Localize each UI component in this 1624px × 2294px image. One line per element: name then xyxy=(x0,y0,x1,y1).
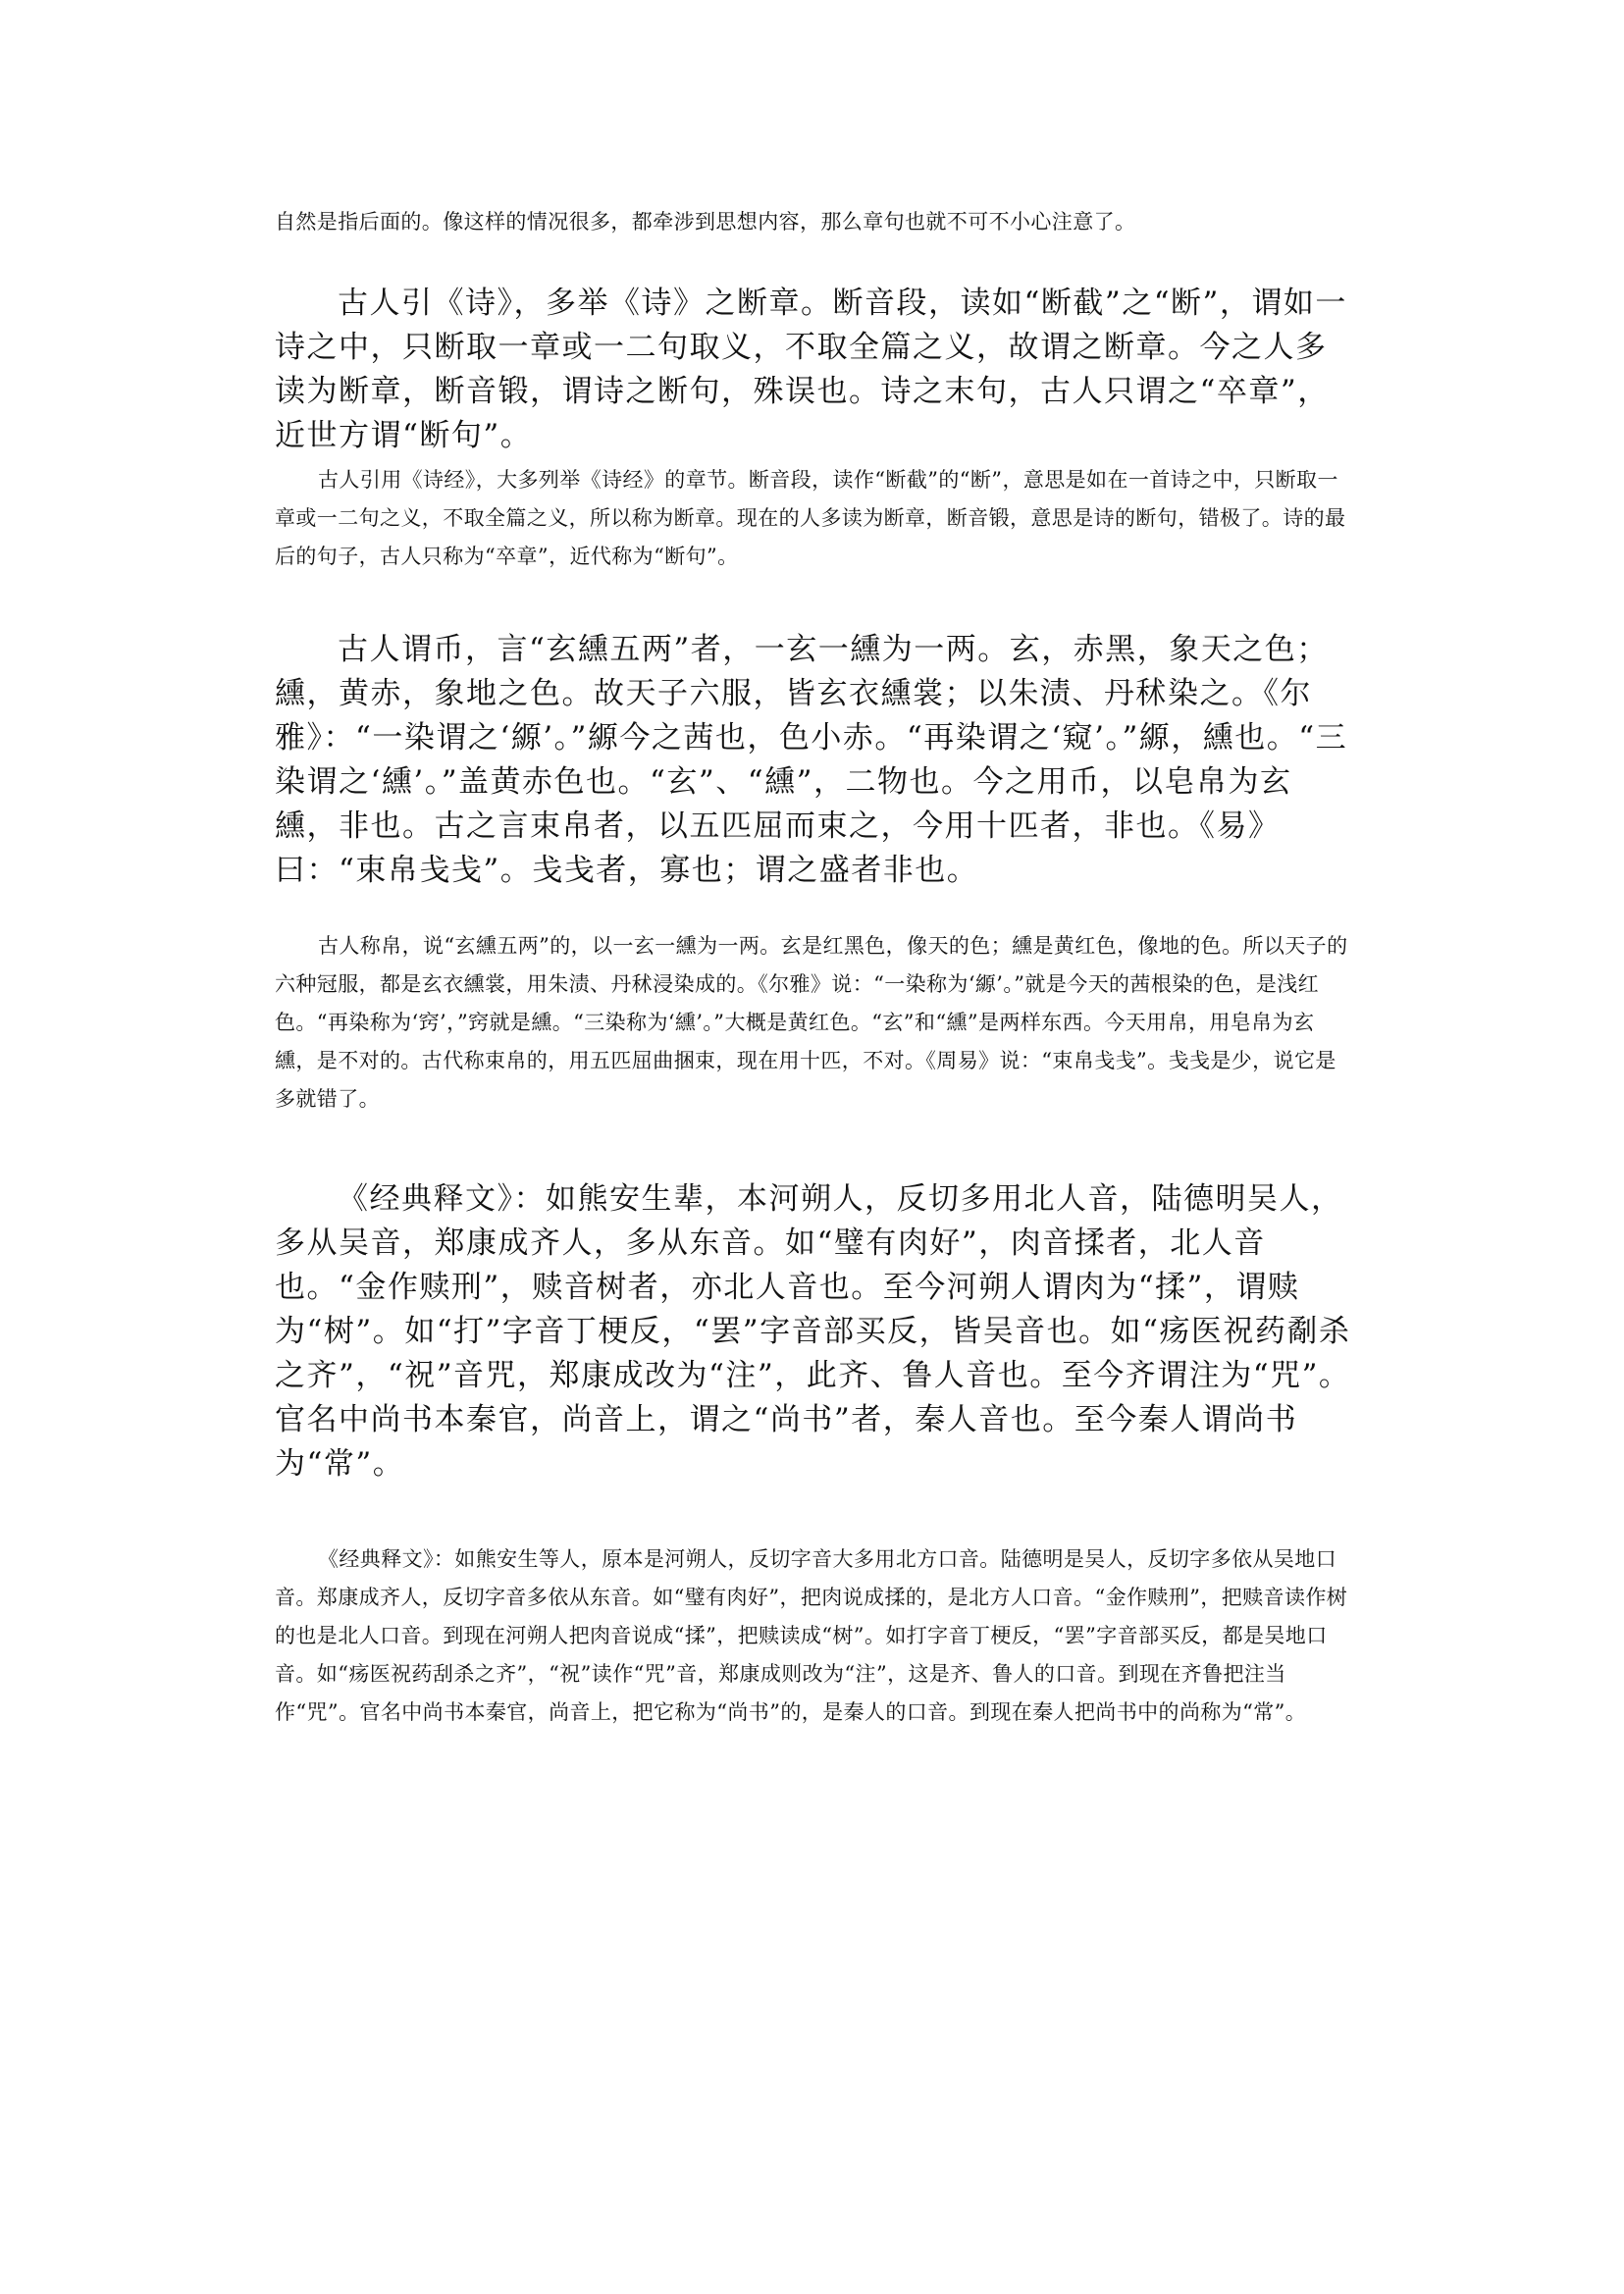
original-text-paragraph: 《经典释文》：如熊安生辈，本河朔人，反切多用北人音，陆德明吴人，多从吴音，郑康成齐人，多从东音。如“璧有肉好”，肉音揉者，北人音也。“金作赎刑”，赎音树者，亦北人音也。至今河朔人谓肉为“揉”，谓赎为“树”。如“打”字音丁梗反，“罢”字音部买反，皆吴音也。如“疡医祝药劀杀之齐”，“祝”音咒，郑康成改为“注”，此齐、鲁人音也。至今齐谓注为“咒”。官名中尚书本秦官，尚音上，谓之“尚书”者，秦人音也。至今秦人谓尚书为“常”。 xyxy=(275,1181,1351,1482)
original-text-paragraph: 古人引《诗》，多举《诗》之断章。断音段，读如“断截”之“断”，谓如一诗之中，只断取一章或一二句取义，不取全篇之义，故谓之断章。今之人多读为断章，断音锻，谓诗之断句，殊误也。诗之末句，古人只谓之“卒章”，近世方谓“断句”。 xyxy=(275,286,1347,453)
translation-paragraph: 古人引用《诗经》，大多列举《诗经》的章节。断音段，读作“断截”的“断”，意思是如在一首诗之中，只断取一章或一二句之义，不取全篇之义，所以称为断章。现在的人多读为断章，断音锻，意思是诗的断句，错极了。诗的最后的句子，古人只称为“卒章”，近代称为“断句”。 xyxy=(275,468,1346,568)
translation-paragraph: 《经典释文》：如熊安生等人，原本是河朔人，反切字音大多用北方口音。陆德明是吴人，反切字多依从吴地口音。郑康成齐人，反切字音多依从东音。如“璧有肉好”，把肉说成揉的，是北方人口音。“金作赎刑”，把赎音读作树的也是北人口音。到现在河朔人把肉音说成“揉”，把赎读成“树”。如打字音丁梗反，“罢”字音部买反，都是吴地口音。如“疡医祝药刮杀之齐”，“祝”读作“咒”音，郑康成则改为“注”，这是齐、鲁人的口音。到现在齐鲁把注当作“咒”。官名中尚书本秦官，尚音上，把它称为“尚书”的，是秦人的口音。到现在秦人把尚书中的尚称为“常”。 xyxy=(275,1547,1348,1724)
translation-paragraph-continued: 自然是指后面的。像这样的情况很多，都牵涉到思想内容，那么章句也就不可不小心注意了。 xyxy=(275,210,1136,234)
original-text-paragraph: 古人谓币，言“玄纁五两”者，一玄一纁为一两。玄，赤黑，象天之色；纁，黄赤，象地之色。故天子六服，皆玄衣纁裳；以朱渍、丹秫染之。《尔雅》：“一染谓之‘縓’。”縓今之茜也，色小赤。“再染谓之‘窥’。”縓，纁也。“三染谓之‘纁’。”盖黄赤色也。“玄”、“纁”，二物也。今之用币，以皂帛为玄纁，非也。古之言束帛者，以五匹屈而束之，今用十匹者，非也。《易》曰：“束帛戋戋”。戋戋者，寡也；谓之盛者非也。 xyxy=(275,632,1348,888)
translation-paragraph: 古人称帛，说“玄纁五两”的，以一玄一纁为一两。玄是红黑色，像天的色；纁是黄红色，像地的色。所以天子的六种冠服，都是玄衣纁裳，用朱渍、丹秫浸染成的。《尔雅》说：“一染称为‘縓’。”就是今天的茜根染的色，是浅红色。“再染称为‘窍’，”窍就是纁。“三染称为‘纁’。”大概是黄红色。“玄”和“纁”是两样东西。今天用帛，用皂帛为玄纁，是不对的。古代称束帛的，用五匹屈曲捆束，现在用十匹，不对。《周易》说：“束帛戋戋”。戋戋是少，说它是多就错了。 xyxy=(275,934,1348,1111)
